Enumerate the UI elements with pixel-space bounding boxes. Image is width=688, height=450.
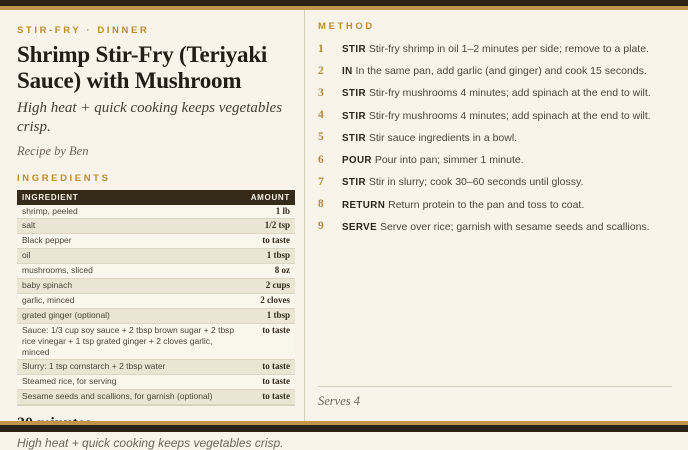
ingredient-amount: 1 tbsp <box>246 249 295 264</box>
ingredient-amount: to taste <box>246 389 295 404</box>
step-text: IN In the same pan, add garlic (and ginger) and cook 15 seconds. <box>342 65 647 78</box>
ingredient-amount: 1/2 tsp <box>246 219 295 234</box>
step-text: STIR Stir-fry shrimp in oil 1–2 minutes per side; remove to a plate. <box>342 43 649 55</box>
ingredient-amount: to taste <box>246 360 295 375</box>
method-heading: METHOD <box>318 21 375 32</box>
ingredient-amount: 2 cups <box>246 278 295 293</box>
amount-column-header: AMOUNT <box>246 190 295 205</box>
method-step <box>318 198 672 212</box>
ingredient-column-header: INGREDIENT <box>17 190 246 205</box>
ingredient-amount: 8 oz <box>246 264 295 279</box>
footer-note: High heat + quick cooking keeps vegetables crisp. <box>17 435 284 450</box>
ingredient-amount: 1 tbsp <box>246 308 295 323</box>
step-text: SERVE Serve over rice; garnish with sesame seeds and scallions. <box>342 220 650 233</box>
ingredient-amount: to taste <box>246 234 295 249</box>
ingredient-name: baby spinach <box>17 278 246 293</box>
ingredient-row <box>17 323 295 360</box>
step-text: POUR Pour into pan; simmer 1 minute. <box>342 154 524 167</box>
ingredient-amount: 2 cloves <box>246 293 295 308</box>
ingredients-table <box>17 190 295 405</box>
method-step <box>318 220 672 234</box>
ingredient-row <box>17 205 295 219</box>
ingredient-name: oil <box>17 249 246 264</box>
ingredient-name: Sesame seeds and scallions, for garnish (optional) <box>17 389 246 404</box>
method-step <box>318 153 672 167</box>
step-number: 8 <box>318 198 324 211</box>
ingredient-name: grated ginger (optional) <box>17 308 246 323</box>
ingredients-table-body <box>17 205 295 405</box>
ingredient-row <box>17 360 295 375</box>
ingredient-row <box>17 308 295 323</box>
step-text: STIR Stir sauce ingredients in a bowl. <box>342 131 518 144</box>
step-keyword: POUR <box>342 155 372 167</box>
ingredient-amount: to taste <box>246 375 295 390</box>
ingredients-heading: INGREDIENTS <box>17 172 111 184</box>
ingredients-table-head <box>17 190 295 205</box>
ingredient-row <box>17 278 295 293</box>
ingredient-name: salt <box>17 219 246 234</box>
method-steps <box>318 42 672 242</box>
step-text: STIR Stir-fry mushrooms 4 minutes; add spinach at the end to wilt. <box>342 87 651 100</box>
step-number: 2 <box>318 64 324 77</box>
ingredient-row <box>17 264 295 279</box>
method-step <box>318 42 672 56</box>
step-number: 6 <box>318 153 324 166</box>
step-text: STIR Stir-fry mushrooms 4 minutes; add spinach at the end to wilt. <box>342 109 651 122</box>
method-step <box>318 109 672 123</box>
serves-label: Serves 4 <box>318 394 360 408</box>
method-step <box>318 175 672 189</box>
step-number: 4 <box>318 109 324 122</box>
step-keyword: SERVE <box>342 221 378 233</box>
ingredient-row <box>17 219 295 234</box>
ingredient-name: Slurry: 1 tsp cornstarch + 2 tbsp water <box>17 360 246 375</box>
ingredient-row <box>17 375 295 390</box>
ingredient-name: Sauce: 1/3 cup soy sauce + 2 tbsp brown sugar + 2 tbsp rice vinegar + 1 tsp grated ginger + 2 cloves garlic, minced <box>17 323 246 360</box>
ingredients-header-row <box>17 190 295 205</box>
recipe-title: Shrimp Stir-Fry (Teriyaki Sauce) with Mushroom <box>17 42 268 93</box>
ingredient-row <box>17 234 295 249</box>
ingredient-row <box>17 389 295 404</box>
ingredient-amount: 1 lb <box>246 205 295 219</box>
ingredient-amount: to taste <box>246 323 295 360</box>
step-number: 1 <box>318 42 324 55</box>
step-number: 9 <box>318 220 324 233</box>
right-footer <box>318 386 672 409</box>
ingredient-name: Black pepper <box>17 234 246 249</box>
step-keyword: STIR <box>342 44 366 55</box>
method-step <box>318 131 672 145</box>
method-step <box>318 86 672 100</box>
step-keyword: STIR <box>342 132 366 144</box>
step-keyword: STIR <box>342 110 366 122</box>
step-keyword: STIR <box>342 177 366 189</box>
step-keyword: STIR <box>342 88 366 100</box>
ingredient-name: Steamed rice, for serving <box>17 375 246 390</box>
ingredient-row <box>17 293 295 308</box>
ingredient-name: garlic, minced <box>17 293 246 308</box>
step-keyword: IN <box>342 66 353 78</box>
recipe-byline: Recipe by Ben <box>17 143 89 158</box>
ingredient-name: mushrooms, sliced <box>17 264 246 279</box>
step-text: STIR Stir in slurry; cook 30–60 seconds until glossy. <box>342 176 584 189</box>
step-text: RETURN Return protein to the pan and toss to coat. <box>342 198 585 211</box>
method-step <box>318 64 672 78</box>
left-column <box>0 10 304 450</box>
step-number: 3 <box>318 86 324 99</box>
card-content <box>0 10 688 450</box>
step-number: 7 <box>318 175 324 188</box>
step-keyword: RETURN <box>342 199 386 211</box>
bottom-dark-stripe <box>0 425 688 432</box>
right-column <box>305 10 688 421</box>
category-eyebrow: STIR-FRY · DINNER <box>17 25 150 36</box>
recipe-subtitle: High heat + quick cooking keeps vegetables crisp. <box>17 99 283 135</box>
ingredient-name: shrimp, peeled <box>17 205 246 219</box>
ingredient-row <box>17 249 295 264</box>
step-number: 5 <box>318 131 324 144</box>
